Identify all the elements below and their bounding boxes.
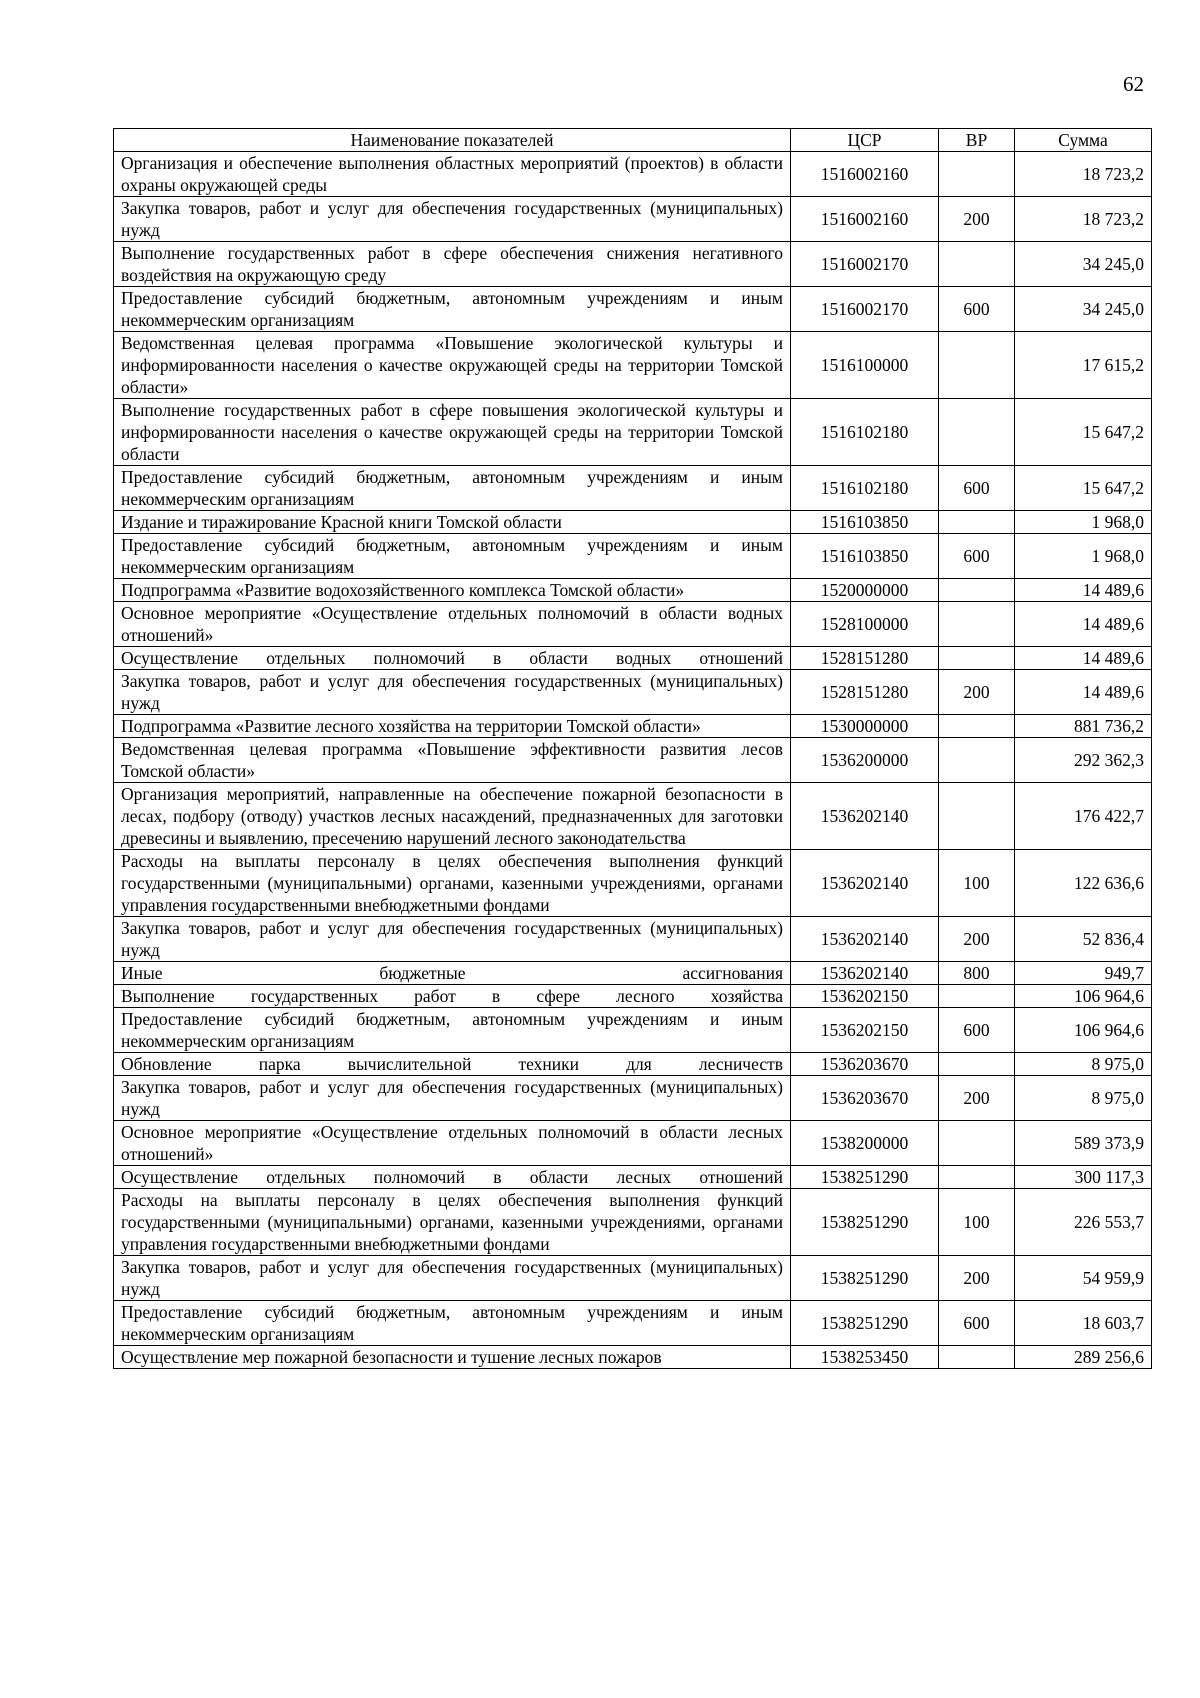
row-vr-code	[939, 647, 1015, 670]
row-csr-code: 1538251290	[791, 1301, 939, 1346]
row-csr-code: 1536202150	[791, 985, 939, 1008]
row-csr-code: 1538251290	[791, 1189, 939, 1256]
row-sum: 18 603,7	[1015, 1301, 1152, 1346]
header-name: Наименование показателей	[114, 129, 791, 152]
row-vr-code	[939, 1166, 1015, 1189]
row-name: Предоставление субсидий бюджетным, автономным учреждениям и иным некоммерческим организациям	[114, 466, 791, 511]
row-csr-code: 1538200000	[791, 1121, 939, 1166]
row-sum: 949,7	[1015, 962, 1152, 985]
row-vr-code: 100	[939, 850, 1015, 917]
header-row	[114, 129, 1152, 152]
row-name: Ведомственная целевая программа «Повышение экологической культуры и информированности населения о качестве окружающей среды на территории Томской области»	[114, 332, 791, 399]
row-name: Расходы на выплаты персоналу в целях обеспечения выполнения функций государственными (муниципальными) органами, казенными учреждениями, органами управления государственными внебюджетными фондами	[114, 850, 791, 917]
row-name: Выполнение государственных работ в сфере лесного хозяйства	[114, 985, 791, 1008]
table-row	[114, 647, 1152, 670]
header-csr: ЦСР	[791, 129, 939, 152]
row-vr-code	[939, 602, 1015, 647]
row-sum: 18 723,2	[1015, 152, 1152, 197]
row-csr-code: 1516002160	[791, 197, 939, 242]
table-row	[114, 1189, 1152, 1256]
row-csr-code: 1538251290	[791, 1256, 939, 1301]
row-csr-code: 1516102180	[791, 399, 939, 466]
row-name: Организация мероприятий, направленные на обеспечение пожарной безопасности в лесах, подбору (отводу) участков лесных насаждений, предназначенных для заготовки древесины и выявлению, пресечению нарушений лесного законодательства	[114, 783, 791, 850]
row-sum: 300 117,3	[1015, 1166, 1152, 1189]
row-name: Предоставление субсидий бюджетным, автономным учреждениям и иным некоммерческим организациям	[114, 1008, 791, 1053]
row-name: Закупка товаров, работ и услуг для обеспечения государственных (муниципальных) нужд	[114, 1076, 791, 1121]
table-row	[114, 1346, 1152, 1369]
table-row	[114, 242, 1152, 287]
row-name: Выполнение государственных работ в сфере обеспечения снижения негативного воздействия на окружающую среду	[114, 242, 791, 287]
row-sum: 34 245,0	[1015, 242, 1152, 287]
table-row	[114, 850, 1152, 917]
table-row	[114, 466, 1152, 511]
row-name: Предоставление субсидий бюджетным, автономным учреждениям и иным некоммерческим организациям	[114, 1301, 791, 1346]
row-sum: 14 489,6	[1015, 670, 1152, 715]
row-csr-code: 1516102180	[791, 466, 939, 511]
row-sum: 106 964,6	[1015, 1008, 1152, 1053]
row-csr-code: 1516103850	[791, 534, 939, 579]
row-csr-code: 1536203670	[791, 1076, 939, 1121]
table-row	[114, 1076, 1152, 1121]
table-body	[114, 152, 1152, 1369]
row-csr-code: 1536202140	[791, 850, 939, 917]
row-name: Предоставление субсидий бюджетным, автономным учреждениям и иным некоммерческим организациям	[114, 534, 791, 579]
row-vr-code: 600	[939, 1301, 1015, 1346]
row-vr-code	[939, 985, 1015, 1008]
table-row	[114, 715, 1152, 738]
table-row	[114, 511, 1152, 534]
row-vr-code	[939, 1053, 1015, 1076]
row-vr-code: 200	[939, 197, 1015, 242]
row-name: Подпрограмма «Развитие лесного хозяйства на территории Томской области»	[114, 715, 791, 738]
table-header	[114, 129, 1152, 152]
row-sum: 589 373,9	[1015, 1121, 1152, 1166]
row-sum: 289 256,6	[1015, 1346, 1152, 1369]
table-row	[114, 670, 1152, 715]
row-vr-code	[939, 783, 1015, 850]
row-name: Иные бюджетные ассигнования	[114, 962, 791, 985]
table-row	[114, 287, 1152, 332]
row-csr-code: 1536202150	[791, 1008, 939, 1053]
row-csr-code: 1536202140	[791, 917, 939, 962]
row-sum: 176 422,7	[1015, 783, 1152, 850]
row-vr-code	[939, 399, 1015, 466]
row-name: Осуществление отдельных полномочий в области лесных отношений	[114, 1166, 791, 1189]
row-csr-code: 1516002170	[791, 242, 939, 287]
table-row	[114, 579, 1152, 602]
table-row	[114, 152, 1152, 197]
table-row	[114, 602, 1152, 647]
table-row	[114, 1166, 1152, 1189]
row-name: Закупка товаров, работ и услуг для обеспечения государственных (муниципальных) нужд	[114, 917, 791, 962]
row-csr-code: 1516100000	[791, 332, 939, 399]
row-vr-code: 100	[939, 1189, 1015, 1256]
row-name: Издание и тиражирование Красной книги Томской области	[114, 511, 791, 534]
row-name: Предоставление субсидий бюджетным, автономным учреждениям и иным некоммерческим организациям	[114, 287, 791, 332]
page-number: 62	[1123, 72, 1144, 96]
row-csr-code: 1528100000	[791, 602, 939, 647]
row-vr-code	[939, 738, 1015, 783]
table-row	[114, 1301, 1152, 1346]
row-name: Обновление парка вычислительной техники для лесничеств	[114, 1053, 791, 1076]
row-sum: 18 723,2	[1015, 197, 1152, 242]
row-sum: 52 836,4	[1015, 917, 1152, 962]
row-name: Закупка товаров, работ и услуг для обеспечения государственных (муниципальных) нужд	[114, 670, 791, 715]
budget-table	[113, 128, 1152, 1369]
row-sum: 15 647,2	[1015, 399, 1152, 466]
table-row	[114, 962, 1152, 985]
row-name: Основное мероприятие «Осуществление отдельных полномочий в области лесных отношений»	[114, 1121, 791, 1166]
row-vr-code	[939, 332, 1015, 399]
row-vr-code: 600	[939, 466, 1015, 511]
row-vr-code: 200	[939, 670, 1015, 715]
row-vr-code: 200	[939, 1076, 1015, 1121]
row-sum: 106 964,6	[1015, 985, 1152, 1008]
row-sum: 54 959,9	[1015, 1256, 1152, 1301]
row-name: Выполнение государственных работ в сфере повышения экологической культуры и информированности населения о качестве окружающей среды на территории Томской области	[114, 399, 791, 466]
row-sum: 1 968,0	[1015, 534, 1152, 579]
row-vr-code	[939, 1121, 1015, 1166]
row-name: Осуществление мер пожарной безопасности и тушение лесных пожаров	[114, 1346, 791, 1369]
header-vr: ВР	[939, 129, 1015, 152]
row-name: Закупка товаров, работ и услуг для обеспечения государственных (муниципальных) нужд	[114, 1256, 791, 1301]
row-sum: 292 362,3	[1015, 738, 1152, 783]
row-vr-code: 800	[939, 962, 1015, 985]
table-row	[114, 399, 1152, 466]
row-sum: 8 975,0	[1015, 1053, 1152, 1076]
row-vr-code: 600	[939, 1008, 1015, 1053]
table-row	[114, 1256, 1152, 1301]
row-csr-code: 1536203670	[791, 1053, 939, 1076]
table-row	[114, 1121, 1152, 1166]
row-vr-code	[939, 579, 1015, 602]
row-sum: 122 636,6	[1015, 850, 1152, 917]
table-row	[114, 1053, 1152, 1076]
table-row	[114, 1008, 1152, 1053]
row-vr-code: 600	[939, 287, 1015, 332]
table-row	[114, 197, 1152, 242]
row-sum: 15 647,2	[1015, 466, 1152, 511]
row-sum: 226 553,7	[1015, 1189, 1152, 1256]
row-name: Организация и обеспечение выполнения областных мероприятий (проектов) в области охраны окружающей среды	[114, 152, 791, 197]
table-row	[114, 783, 1152, 850]
row-name: Основное мероприятие «Осуществление отдельных полномочий в области водных отношений»	[114, 602, 791, 647]
row-csr-code: 1538253450	[791, 1346, 939, 1369]
row-csr-code: 1520000000	[791, 579, 939, 602]
row-csr-code: 1536202140	[791, 962, 939, 985]
table-row	[114, 917, 1152, 962]
row-sum: 14 489,6	[1015, 602, 1152, 647]
row-vr-code	[939, 715, 1015, 738]
row-name: Осуществление отдельных полномочий в области водных отношений	[114, 647, 791, 670]
row-name: Закупка товаров, работ и услуг для обеспечения государственных (муниципальных) нужд	[114, 197, 791, 242]
row-csr-code: 1530000000	[791, 715, 939, 738]
row-sum: 17 615,2	[1015, 332, 1152, 399]
row-name: Расходы на выплаты персоналу в целях обеспечения выполнения функций государственными (муниципальными) органами, казенными учреждениями, органами управления государственными внебюджетными фондами	[114, 1189, 791, 1256]
row-sum: 14 489,6	[1015, 579, 1152, 602]
table-row	[114, 985, 1152, 1008]
row-sum: 1 968,0	[1015, 511, 1152, 534]
row-sum: 881 736,2	[1015, 715, 1152, 738]
row-csr-code: 1538251290	[791, 1166, 939, 1189]
row-vr-code	[939, 1346, 1015, 1369]
row-csr-code: 1516103850	[791, 511, 939, 534]
row-vr-code: 600	[939, 534, 1015, 579]
header-sum: Сумма	[1015, 129, 1152, 152]
row-vr-code	[939, 152, 1015, 197]
row-vr-code: 200	[939, 917, 1015, 962]
row-vr-code: 200	[939, 1256, 1015, 1301]
row-csr-code: 1528151280	[791, 670, 939, 715]
row-csr-code: 1516002160	[791, 152, 939, 197]
row-csr-code: 1528151280	[791, 647, 939, 670]
row-name: Подпрограмма «Развитие водохозяйственного комплекса Томской области»	[114, 579, 791, 602]
row-sum: 14 489,6	[1015, 647, 1152, 670]
row-csr-code: 1536202140	[791, 783, 939, 850]
table-row	[114, 534, 1152, 579]
row-vr-code	[939, 511, 1015, 534]
row-sum: 34 245,0	[1015, 287, 1152, 332]
row-sum: 8 975,0	[1015, 1076, 1152, 1121]
row-vr-code	[939, 242, 1015, 287]
table-row	[114, 332, 1152, 399]
row-csr-code: 1536200000	[791, 738, 939, 783]
row-csr-code: 1516002170	[791, 287, 939, 332]
row-name: Ведомственная целевая программа «Повышение эффективности развития лесов Томской области»	[114, 738, 791, 783]
table-row	[114, 738, 1152, 783]
